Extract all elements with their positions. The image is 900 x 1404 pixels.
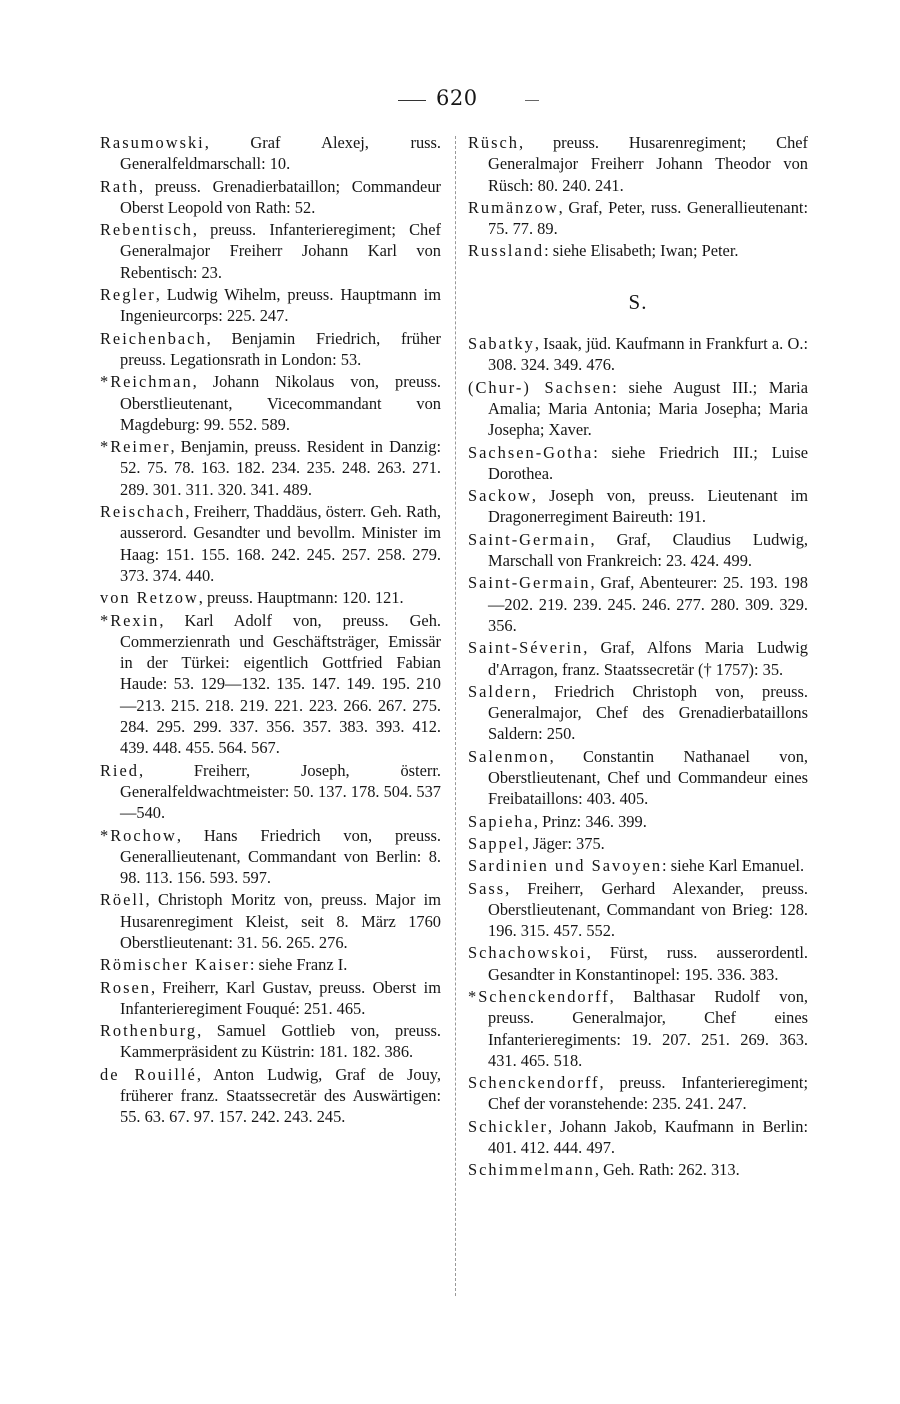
entry-text: , Graf Alexej, russ. Generalfeldmarschall: 10. (120, 133, 441, 174)
entry-name: Schachowskoi (468, 943, 587, 963)
entry-text: , Benjamin Friedrich, früher preuss. Legationsrath in London: 53. (120, 328, 441, 369)
entry-text: , Friedrich Christoph von, preuss. Generalmajor, Chef des Grenadierbataillons Saldern: 250. (488, 681, 808, 744)
index-entry (100, 587, 441, 608)
entry-name: Rath (100, 176, 139, 196)
entry-name: Sappel (468, 833, 525, 853)
entry-name: Rasumowski (100, 133, 205, 152)
entry-name: *Schenckendorff (468, 986, 610, 1006)
index-entry (100, 760, 441, 824)
right-column (468, 132, 808, 1182)
entry-name: von Retzow (100, 588, 199, 608)
entry-name: Ried (100, 760, 139, 780)
entry-name: Römischer Kaiser (100, 955, 250, 975)
column-divider (455, 136, 456, 1296)
index-entry (100, 1064, 441, 1128)
index-entry (468, 442, 808, 485)
entry-text: , Freiherr, Joseph, österr. Generalfeldwachtmeister: 50. 137. 178. 504. 537—540. (120, 760, 441, 823)
entry-text: , Jäger: 375. (524, 833, 605, 853)
header-rule-right (525, 100, 539, 101)
index-entry (468, 333, 808, 376)
entry-name: Sachsen-Gotha (468, 442, 594, 462)
entry-text: , Freiherr, Karl Gustav, preuss. Oberst im Infanterieregiment Fouqué: 251. 465. (120, 977, 441, 1018)
entry-text: , preuss. Grenadierbataillon; Commandeur Oberst Leopold von Rath: 52. (120, 176, 441, 217)
entry-text: , Isaak, jüd. Kaufmann in Frankfurt a. O.: 308. 324. 349. 476. (488, 334, 808, 375)
entry-name: Regler (100, 285, 156, 305)
entry-text: , Hans Friedrich von, preuss. Generallieutenant, Commandant von Berlin: 8. 98. 113. 156. 593. 597. (120, 825, 441, 888)
index-entry (468, 485, 808, 528)
index-entry (100, 954, 441, 975)
index-entry (100, 371, 441, 435)
index-entry (468, 1072, 808, 1115)
index-entry (468, 197, 808, 240)
entry-text: , Graf, Abenteurer: 25. 193. 198—202. 219. 239. 245. 246. 277. 280. 309. 329. 356. (488, 573, 808, 635)
entry-name: Schickler (468, 1116, 548, 1136)
entry-name: Rothenburg (100, 1021, 198, 1041)
index-entry (100, 825, 441, 889)
index-entry (100, 1020, 441, 1063)
entry-name: Reischach (100, 502, 186, 522)
index-entry (100, 889, 441, 953)
entry-name: Schimmelmann (468, 1160, 595, 1180)
index-entry (468, 529, 808, 572)
entry-name: Sardinien und Savoyen (468, 856, 663, 876)
index-entry (100, 977, 441, 1020)
entry-name: Rebentisch (100, 220, 193, 240)
entry-name: Rüsch (468, 133, 519, 152)
entry-name: Sabatky (468, 334, 535, 354)
entry-text: : siehe Friedrich III.; Luise Dorothea. (488, 442, 808, 483)
entry-text: , Graf, Alfons Maria Ludwig d'Arragon, franz. Staatssecretär († 1757): 35. (488, 638, 808, 679)
index-entry (468, 637, 808, 680)
entry-text: : siehe Elisabeth; Iwan; Peter. (544, 241, 739, 261)
entry-text: , Fürst, russ. ausserordentl. Gesandter in Konstantinopel: 195. 336. 383. (488, 943, 808, 984)
entry-text: , Johann Jakob, Kaufmann in Berlin: 401. 412. 444. 497. (488, 1116, 808, 1158)
entry-name: Salenmon (468, 746, 550, 766)
entry-name: *Reimer (100, 437, 171, 457)
entry-name: (Chur-) Sachsen (468, 377, 613, 397)
entry-text: , Prinz: 346. 399. (533, 811, 647, 831)
index-entry (468, 811, 808, 832)
entry-name: Sackow (468, 486, 532, 506)
entry-text: , Graf, Peter, russ. Generallieutenant: 75. 77. 89. (488, 197, 808, 239)
index-entry (468, 681, 808, 745)
index-entry (100, 176, 441, 219)
entry-name: Russland (468, 241, 545, 261)
entry-name: de Rouillé (100, 1064, 197, 1084)
entry-text: , Freiherr, Thaddäus, österr. Geh. Rath, ausserord. Gesandter und bevollm. Minister im Haag: 151. 155. 168. 242. 245. 257. 258. 279. 373. 374. 440. (120, 502, 441, 585)
entry-name: Schenckendorff (468, 1073, 600, 1093)
entry-text: , Geh. Rath: 262. 313. (594, 1160, 740, 1180)
page-number: 620 (436, 86, 478, 110)
index-entry (468, 1159, 808, 1180)
entry-name: Saint-Séverin (468, 638, 584, 658)
page-header (0, 86, 900, 116)
entry-text: : siehe Franz I. (249, 955, 348, 975)
index-entry (100, 501, 441, 586)
entry-text: , Anton Ludwig, Graf de Jouy, früherer franz. Staatssecretär des Auswärtigen: 55. 63. 67. 97. 157. 242. 243. 245. (120, 1064, 442, 1127)
index-entry (100, 436, 441, 500)
index-entry (100, 219, 441, 283)
index-entry (100, 132, 441, 175)
index-entry (468, 942, 808, 985)
index-entry (100, 284, 441, 327)
entry-name: Saint-Germain (468, 529, 591, 549)
entry-name: Saldern (468, 681, 533, 701)
index-entry (468, 746, 808, 810)
entry-text: , Constantin Nathanael von, Oberstlieutenant, Chef und Commandeur eines Freibataillons: 403. 405. (488, 746, 808, 809)
index-entry (468, 377, 808, 441)
entry-text: : siehe August III.; Maria Amalia; Maria Antonia; Maria Josepha; Maria Josepha; Xaver. (488, 377, 808, 440)
entry-text: , Joseph von, preuss. Lieutenant im Dragonerregiment Baireuth: 191. (488, 486, 808, 527)
index-entry (468, 855, 808, 876)
entry-name: Saint-Germain (468, 573, 591, 593)
index-entry (468, 878, 808, 942)
entry-text: , Graf, Claudius Ludwig, Marschall von Frankreich: 23. 424. 499. (488, 529, 808, 571)
index-entry (468, 833, 808, 854)
entry-text: , Johann Nikolaus von, preuss. Oberstlieutenant, Vicecommandant von Magdeburg: 99. 552. 589. (120, 372, 441, 434)
entry-text: , Karl Adolf von, preuss. Geh. Commerzienrath und Geschäftsträger, Emissär in der Türkei: eigentlich Gottfried Fabian Haude: 53. 129—132. 135. 147. 149. 195. 210—213. 215. 218. 219. 221. 223. 266. 267. 275. 284. 295. 299. 337. 356. 357. 383. 393. 412. 439. 448. 455. 564. 567. (120, 610, 441, 758)
entry-name: *Rexin (100, 610, 160, 630)
entry-text: , preuss. Hauptmann: 120. 121. (198, 588, 404, 608)
entry-text: , Christoph Moritz von, preuss. Major im Husarenregiment Kleist, seit 8. März 1760 Oberstlieutenant: 31. 56. 265. 276. (120, 890, 441, 952)
entry-name: Rumänzow (468, 197, 559, 217)
entry-name: Röell (100, 890, 146, 910)
entry-name: *Rochow (100, 825, 177, 845)
entry-text: , preuss. Husarenregiment; Chef Generalmajor Freiherr Johann Theodor von Rüsch: 80. 240. 241. (488, 133, 808, 195)
index-entry (468, 240, 808, 261)
entry-name: Reichenbach (100, 328, 207, 348)
index-entry (468, 572, 808, 636)
header-rule-left (398, 100, 426, 101)
entry-name: Rosen (100, 977, 151, 997)
entry-text: , Balthasar Rudolf von, preuss. Generalmajor, Chef eines Infanterieregiments: 19. 207. 251. 269. 363. 431. 465. 518. (488, 986, 808, 1070)
entry-text: , Ludwig Wihelm, preuss. Hauptmann im Ingenieurcorps: 225. 247. (120, 285, 441, 326)
index-entry (468, 132, 808, 196)
entry-text: , Benjamin, preuss. Resident in Danzig: 52. 75. 78. 163. 182. 234. 235. 248. 263. 271. 289. 301. 311. 320. 341. 489. (120, 437, 441, 499)
index-entry (100, 328, 441, 371)
index-entry (100, 610, 441, 759)
section-heading: S. (628, 289, 648, 314)
entry-text: , Samuel Gottlieb von, preuss. Kammerpräsident zu Küstrin: 181. 182. 386. (120, 1021, 441, 1062)
entry-text: : siehe Karl Emanuel. (662, 856, 805, 876)
left-column (100, 132, 441, 1129)
entry-name: *Reichman (100, 372, 193, 392)
index-entry (468, 986, 808, 1071)
entry-text: , Freiherr, Gerhard Alexander, preuss. Oberstlieutenant, Commandant von Brieg: 128. 196. 315. 457. 552. (488, 878, 808, 941)
entry-name: Sapieha (468, 811, 534, 831)
index-entry (468, 1116, 808, 1159)
entry-text: , preuss. Infanterieregiment; Chef der voranstehende: 235. 241. 247. (488, 1073, 808, 1114)
entry-text: , preuss. Infanterieregiment; Chef Generalmajor Freiherr Johann Karl von Rebentisch: 23. (120, 220, 441, 282)
entry-name: Sass (468, 878, 506, 898)
